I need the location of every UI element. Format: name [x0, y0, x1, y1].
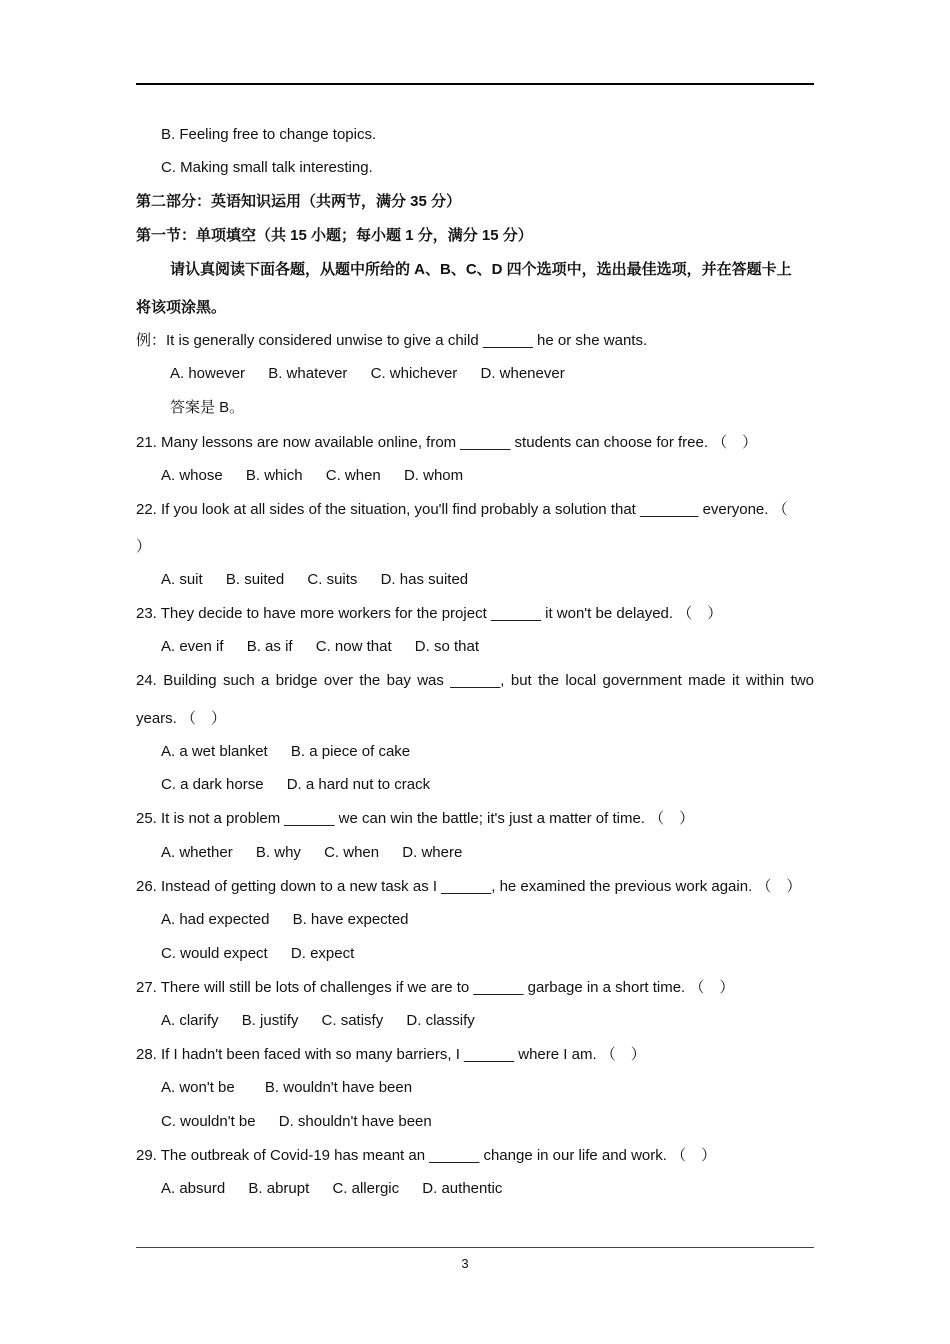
example-question: 例：It is generally considered unwise to give a child ______ he or she wants.: [136, 332, 648, 349]
option: A. a wet blanket: [161, 743, 268, 760]
option: D. whom: [403, 467, 464, 484]
option: A. clarify: [161, 1012, 219, 1029]
question-24: 24. Building such a bridge over the bay was ______, but the local government made it within two: [136, 672, 814, 689]
question-21-options: [161, 466, 463, 486]
option: C. when: [324, 844, 380, 861]
option: D. has suited: [380, 571, 469, 588]
question-22-options: [161, 570, 468, 590]
option: B. a piece of cake: [290, 743, 411, 760]
page-number: 3: [461, 1256, 469, 1271]
option: D. a hard nut to crack: [286, 776, 431, 793]
option: A. won't be: [161, 1079, 235, 1096]
option: B. whatever: [268, 365, 348, 382]
prev-option-c: C. Making small talk interesting.: [161, 159, 373, 176]
example-options: [170, 364, 565, 384]
option: D. classify: [406, 1012, 475, 1029]
question-24-options-row1: [161, 742, 410, 762]
question-25: 25. It is not a problem ______ we can win the battle; it's just a matter of time. （ ）: [136, 810, 695, 827]
question-27-options: [161, 1011, 475, 1031]
header-rule: [136, 83, 814, 85]
option: D. where: [402, 844, 463, 861]
option: A. whose: [161, 467, 223, 484]
question-22: 22. If you look at all sides of the situation, you'll find probably a solution that _______ everyone. （: [136, 501, 788, 518]
option: C. allergic: [332, 1180, 400, 1197]
option: B. have expected: [292, 911, 409, 928]
option: C. satisfy: [321, 1012, 384, 1029]
option: A. whether: [161, 844, 233, 861]
option: C. suits: [307, 571, 358, 588]
option: C. a dark horse: [161, 776, 264, 793]
question-22-cont: ）: [136, 538, 152, 555]
part2-heading: 第二部分：英语知识运用（共两节，满分 35 分）: [136, 193, 462, 210]
option: B. why: [255, 844, 301, 861]
instruction-line-1: 请认真阅读下面各题，从题中所给的 A、B、C、D 四个选项中，选出最佳选项，并在答题卡上: [170, 261, 792, 278]
option: D. shouldn't have been: [278, 1113, 432, 1130]
example-answer: 答案是 B。: [170, 399, 245, 416]
question-27: 27. There will still be lots of challenges if we are to ______ garbage in a short time. （ ）: [136, 979, 735, 996]
option: B. which: [245, 467, 303, 484]
option: C. wouldn't be: [161, 1113, 256, 1130]
prev-option-b: B. Feeling free to change topics.: [161, 126, 377, 143]
footer-rule: [136, 1247, 814, 1248]
question-29: 29. The outbreak of Covid-19 has meant an ______ change in our life and work. （ ）: [136, 1147, 717, 1164]
option: D. whenever: [480, 365, 565, 382]
option: A. suit: [161, 571, 203, 588]
option: A. however: [170, 365, 246, 382]
question-21: 21. Many lessons are now available online, from ______ students can choose for free. （ ）: [136, 434, 758, 451]
option: B. wouldn't have been: [264, 1079, 413, 1096]
option: D. authentic: [422, 1180, 503, 1197]
question-23-options: [161, 637, 479, 657]
option: D. expect: [290, 945, 355, 962]
option: B. suited: [225, 571, 285, 588]
question-28-options-row2: [161, 1112, 432, 1132]
question-25-options: [161, 843, 462, 863]
option: B. abrupt: [248, 1180, 310, 1197]
option: C. whichever: [370, 365, 458, 382]
option: A. even if: [161, 638, 224, 655]
question-26-options-row2: [161, 944, 354, 964]
option: C. now that: [315, 638, 392, 655]
option: B. justify: [241, 1012, 299, 1029]
question-28-options-row1: [161, 1078, 412, 1098]
question-29-options: [161, 1179, 502, 1199]
question-26: 26. Instead of getting down to a new task as I ______, he examined the previous work again. （ ）: [136, 878, 802, 895]
question-23: 23. They decide to have more workers for the project ______ it won't be delayed. （ ）: [136, 605, 723, 622]
question-26-options-row1: [161, 910, 409, 930]
option: B. as if: [246, 638, 293, 655]
option: A. absurd: [161, 1180, 226, 1197]
question-24-options-row2: [161, 775, 430, 795]
option: D. so that: [414, 638, 479, 655]
question-28: 28. If I hadn't been faced with so many barriers, I ______ where I am. （ ）: [136, 1046, 646, 1063]
instruction-line-2: 将该项涂黑。: [136, 299, 227, 316]
option: C. would expect: [161, 945, 268, 962]
option: A. had expected: [161, 911, 270, 928]
option: C. when: [325, 467, 381, 484]
question-24-cont: years. （ ）: [136, 710, 227, 727]
section1-heading: 第一节：单项填空（共 15 小题；每小题 1 分，满分 15 分）: [136, 227, 533, 244]
